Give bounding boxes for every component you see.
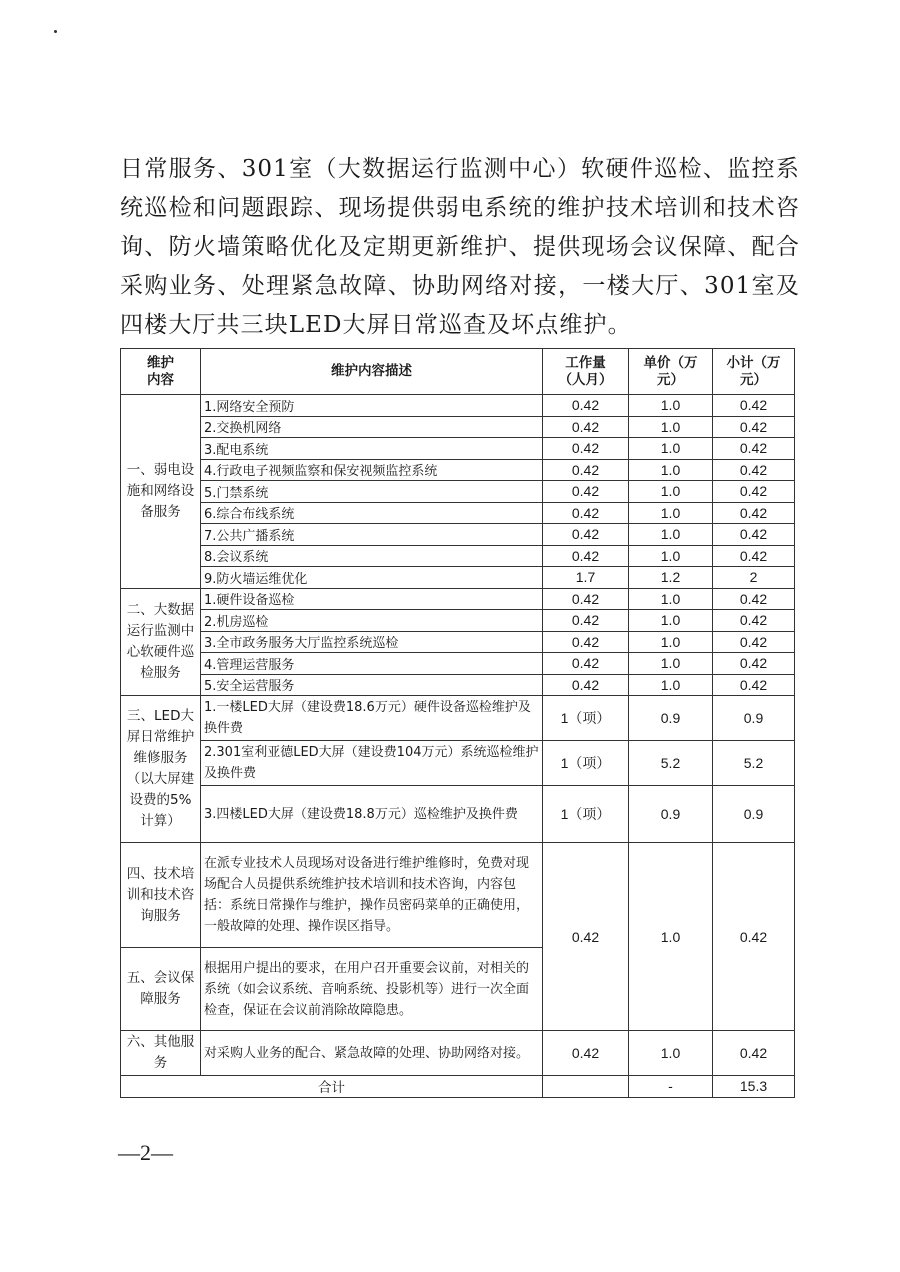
header-description: 维护内容描述 [201,349,543,395]
unit-price-cell: 1.0 [629,395,713,417]
description-cell: 5.安全运营服务 [201,674,543,696]
workload-cell: 0.42 [543,545,629,567]
subtotal-cell: 0.42 [713,438,795,460]
unit-price-cell: 1.0 [629,610,713,632]
paragraph-line: 采购业务、处理紧急故障、协助网络对接，一楼大厅、301室及 [120,273,800,299]
subtotal-cell: 0.42 [713,653,795,675]
subtotal-cell: 0.9 [713,696,795,741]
page-number: —2— [118,1140,173,1165]
total-workload-cell [543,1076,629,1098]
workload-cell: 0.42 [543,416,629,438]
workload-cell: 0.42 [543,631,629,653]
category-cell: 四、技术培训和技术咨询服务 [121,843,201,948]
unit-price-cell: 5.2 [629,741,713,786]
workload-cell: 0.42 [543,502,629,524]
workload-cell: 0.42 [543,674,629,696]
table-row [121,588,795,610]
description-cell: 在派专业技术人员现场对设备进行维护维修时，免费对现场配合人员提供系统维护技术培训和技术咨询，内容包括：系统日常操作与维护，操作员密码菜单的正确使用，一般故障的处理、操作误区指导。 [201,843,543,948]
table-row [121,567,795,589]
unit-price-cell: 1.2 [629,567,713,589]
table-row [121,524,795,546]
category-cell: 一、弱电设施和网络设备服务 [121,395,201,589]
subtotal-cell: 0.42 [713,843,795,1031]
category-cell: 六、其他服务 [121,1031,201,1076]
subtotal-cell: 0.42 [713,545,795,567]
unit-price-cell: 1.0 [629,502,713,524]
description-cell: 2.301室利亚德LED大屏（建设费104万元）系统巡检维护及换件费 [201,741,543,786]
workload-cell: 1（项） [543,741,629,786]
subtotal-cell: 0.9 [713,786,795,843]
unit-price-cell: 1.0 [629,481,713,503]
table-row [121,610,795,632]
table-row [121,502,795,524]
unit-price-cell: 1.0 [629,843,713,1031]
unit-price-cell: 1.0 [629,545,713,567]
workload-cell: 0.42 [543,524,629,546]
subtotal-cell: 0.42 [713,481,795,503]
description-cell: 4.管理运营服务 [201,653,543,675]
description-cell: 2.交换机网络 [201,416,543,438]
description-cell: 4.行政电子视频监察和保安视频监控系统 [201,459,543,481]
workload-cell: 0.42 [543,843,629,1031]
table-row [121,696,795,741]
description-cell: 3.全市政务服务大厅监控系统巡检 [201,631,543,653]
header-subtotal: 小计（万 元） [713,349,795,395]
subtotal-cell: 0.42 [713,588,795,610]
workload-cell: 0.42 [543,653,629,675]
category-cell: 二、大数据运行监测中心软硬件巡检服务 [121,588,201,696]
total-label: 合计 [121,1076,543,1098]
workload-cell: 0.42 [543,481,629,503]
table-row [121,545,795,567]
description-cell: 3.配电系统 [201,438,543,460]
subtotal-cell: 0.42 [713,524,795,546]
unit-price-cell: 1.0 [629,588,713,610]
unit-price-cell: 1.0 [629,524,713,546]
subtotal-cell: 5.2 [713,741,795,786]
table-row [121,786,795,843]
total-row [121,1076,795,1098]
workload-cell: 0.42 [543,1031,629,1076]
unit-price-cell: 1.0 [629,459,713,481]
workload-cell: 0.42 [543,438,629,460]
unit-price-cell: 1.0 [629,1031,713,1076]
subtotal-cell: 0.42 [713,459,795,481]
scan-dot-mark [54,30,57,33]
table-row [121,481,795,503]
table-header-row [121,349,795,395]
table-row [121,1031,795,1076]
table-row [121,741,795,786]
description-cell: 1.硬件设备巡检 [201,588,543,610]
table-row [121,459,795,481]
description-cell: 1.网络安全预防 [201,395,543,417]
subtotal-cell: 0.42 [713,416,795,438]
header-workload: 工作量 （人月） [543,349,629,395]
description-cell: 5.门禁系统 [201,481,543,503]
table-row [121,395,795,417]
description-cell: 6.综合布线系统 [201,502,543,524]
subtotal-cell: 2 [713,567,795,589]
header-unit-price: 单价（万 元） [629,349,713,395]
subtotal-cell: 0.42 [713,502,795,524]
unit-price-cell: 0.9 [629,696,713,741]
description-cell: 3.四楼LED大屏（建设费18.8万元）巡检维护及换件费 [201,786,543,843]
workload-cell: 1.7 [543,567,629,589]
table-row [121,674,795,696]
table-row [121,631,795,653]
workload-cell: 0.42 [543,588,629,610]
maintenance-cost-table [120,348,795,1098]
category-cell: 五、会议保障服务 [121,948,201,1031]
header-category: 维护 内容 [121,349,201,395]
workload-cell: 0.42 [543,395,629,417]
description-cell: 对采购人业务的配合、紧急故障的处理、协助网络对接。 [201,1031,543,1076]
workload-cell: 1（项） [543,786,629,843]
subtotal-cell: 0.42 [713,610,795,632]
unit-price-cell: 1.0 [629,631,713,653]
table-row [121,438,795,460]
paragraph-line: 询、防火墙策略优化及定期更新维护、提供现场会议保障、配合 [120,234,800,260]
description-cell: 8.会议系统 [201,545,543,567]
workload-cell: 1（项） [543,696,629,741]
subtotal-cell: 0.42 [713,395,795,417]
unit-price-cell: 1.0 [629,416,713,438]
description-cell: 1.一楼LED大屏（建设费18.6万元）硬件设备巡检维护及换件费 [201,696,543,741]
total-subtotal-cell: 15.3 [713,1076,795,1098]
unit-price-cell: 1.0 [629,653,713,675]
subtotal-cell: 0.42 [713,674,795,696]
workload-cell: 0.42 [543,459,629,481]
intro-paragraph [120,150,800,345]
paragraph-line: 四楼大厅共三块LED大屏日常巡查及坏点维护。 [120,312,632,338]
subtotal-cell: 0.42 [713,631,795,653]
description-cell: 9.防火墙运维优化 [201,567,543,589]
table-row [121,653,795,675]
table-row [121,416,795,438]
paragraph-line: 日常服务、301室（大数据运行监测中心）软硬件巡检、监控系 [120,156,800,182]
description-cell: 7.公共广播系统 [201,524,543,546]
table-row [121,843,795,948]
total-price-cell: - [629,1076,713,1098]
category-cell: 三、LED大屏日常维护维修服务（以大屏建设费的5%计算） [121,696,201,843]
workload-cell: 0.42 [543,610,629,632]
subtotal-cell: 0.42 [713,1031,795,1076]
paragraph-line: 统巡检和问题跟踪、现场提供弱电系统的维护技术培训和技术咨 [120,195,800,221]
description-cell: 根据用户提出的要求，在用户召开重要会议前，对相关的系统（如会议系统、音响系统、投影机等）进行一次全面检查，保证在会议前消除故障隐患。 [201,948,543,1031]
description-cell: 2.机房巡检 [201,610,543,632]
unit-price-cell: 0.9 [629,786,713,843]
unit-price-cell: 1.0 [629,438,713,460]
unit-price-cell: 1.0 [629,674,713,696]
